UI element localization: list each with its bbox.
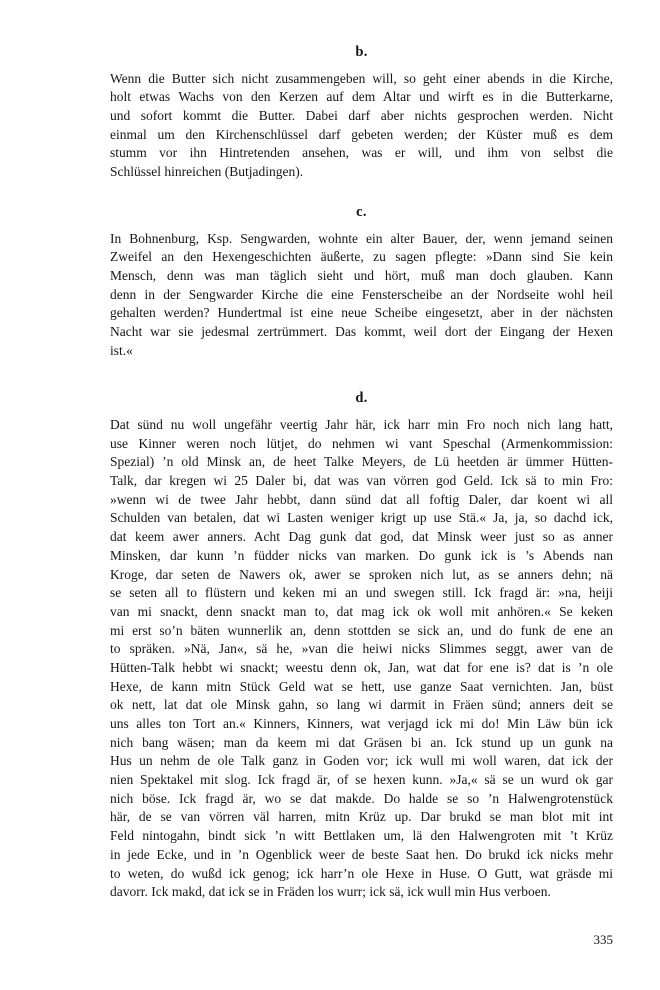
text-line: här, de se van vörren väl harren, mitn Krüz up. Dar brukd se man blot mit int — [110, 809, 613, 825]
text-line: davorr. Ick makd, dat ick se in Fräden los wurr; ick sä, ick wull min Hus verboen. — [110, 884, 551, 900]
text-line: Feld nintogahn, bindt sick ’n witt Bettlaken um, lä den Halwengroten mit ’t Krüz — [110, 828, 613, 844]
section-heading: b. — [355, 44, 368, 60]
text-line: Minsken, dar kunn ’n füdder nicks van marken. Do gunk ick is ’s Abends nan — [110, 547, 613, 563]
text-line: Schlüssel hinreichen (Butjadingen). — [110, 164, 304, 180]
text-line: und sofort kommt die Butter. Dabei darf aber nichts gesprochen werden. Nicht — [110, 108, 613, 124]
paragraph — [110, 230, 613, 361]
text-line: nich bang wäsen; man da keem mi dat Gräsen bi an. Ick stund up un gunk na — [110, 734, 613, 750]
text-line: use Kinner weren noch lütjet, do nehmen wi vant Speschal (Armenkommission: — [110, 435, 613, 451]
text-line: ist.« — [110, 342, 133, 358]
text-line: stumm vor ihn Hintretenden ansehen, was er will, und ihm von selbst die — [110, 145, 613, 161]
paragraph — [110, 70, 613, 182]
text-line: nich böse. Ick fragd är, wo se dat makde. Do halde se so ’n Halwengrotenstück — [110, 790, 613, 806]
text-line: mi erst so’n bäten wunnerlik an, denn stottden se sick an, und do funk de ene an — [110, 622, 613, 638]
text-line: Mensch, denn was man täglich sieht und hört, muß man doch glauben. Kann — [110, 267, 613, 283]
paragraph — [110, 416, 613, 902]
text-line: denn in der Sengwarder Kirche die eine Fensterscheibe an der Nordseite wohl heil — [110, 286, 613, 302]
text-line: ok nett, lat dat ole Minsk gahn, so lang wi darmit in Fräen sünd; anners deit se — [110, 697, 613, 713]
section-b — [110, 43, 613, 182]
text-line: Hus un nehm de ole Talk ganz in Goden vor; ick wull mi woll waren, dat ick der — [110, 753, 613, 769]
text-line: holt etwas Wachs von den Kerzen auf dem Altar und wirft es in die Butterkarne, — [110, 89, 613, 105]
text-line: to spräken. »Nä, Jan«, sä he, »van die heiwi nicks Slimmes seggt, awer van de — [110, 641, 613, 657]
page-number: 335 — [593, 932, 613, 947]
text-line: Kroge, dar seten de Nawers ok, awer se sproken nich lut, as se anners dehn; nä — [110, 566, 613, 582]
section-heading: d. — [355, 390, 368, 407]
text-line: Nacht war sie jedesmal zertrümmert. Das kommt, weil dort der Eingang der Hexen — [110, 323, 613, 339]
text-line: to weten, do wußd ick genog; ick harr’n ole Hexe in Huse. O Gutt, wat gräsde mi — [110, 865, 613, 881]
text-line: Wenn die Butter sich nicht zusammengeben will, so geht einer abends in die Kirche, — [110, 70, 613, 86]
text-line: dat keem awer anners. Acht Dag gunk dat god, dat Minsk weer just so as anner — [110, 529, 613, 545]
text-line: se seten all to flüstern und keken mi an und swegen still. Ick fragd är: »na, heiji — [110, 585, 613, 601]
text-line: Dat sünd nu woll ungefähr veertig Jahr här, ick harr min Fro noch nich lang hatt, — [110, 417, 613, 433]
text-line: einmal um den Kirchenschlüssel darf gebeten werden; der Küster muß es dem — [110, 126, 613, 142]
text-line: nien Spektakel mit slog. Ick fragd är, of se hexen kunn. »Ja,« sä se un wurd ok gar — [110, 772, 613, 788]
text-line: Zweifel an den Hexengeschichten äußerte, zu sagen pflegte: »Dann sind Sie kein — [110, 249, 613, 265]
section-c — [110, 203, 613, 361]
text-line: »wenn wi de twee Jahr hebbt, dann sünd dat all foftig Daler, dar koent wi all — [110, 491, 613, 507]
text-line: in jede Ecke, und in ’n Ogenblick weer de beste Saat hen. Do brukd ick nicks mehr — [110, 846, 613, 862]
text-line: Hexe, de kann mitn Stück Geld wat se hett, use ganze Saat vernichten. Jan, büst — [110, 678, 613, 694]
text-line: In Bohnenburg, Ksp. Sengwarden, wohnte ein alter Bauer, der, wenn jemand seinen — [110, 230, 613, 246]
text-line: gehalten werden? Hundertmal ist eine neue Scheibe eingesetzt, aber in der nächsten — [110, 305, 613, 321]
text-line: Schulden van betalen, dat wi Lasten weniger krigt up use Stä.« Ja, ja, so dachd ick, — [110, 510, 613, 526]
section-heading: c. — [356, 203, 367, 220]
section-d — [110, 389, 613, 902]
text-line: uns alles ton Tort an.« Kinners, Kinners, wat verjagd ick mi do! Min Läw bün ick — [110, 716, 613, 732]
text-line: van mi snackt, denn snackt man to, dat mag ick ok woll mit anhören.« Se keken — [110, 603, 613, 619]
text-line: Hütten-Talk hebbt wi snackt; weestu denn ok, Jan, wat dat for ene is? dat is ’n ole — [110, 659, 613, 675]
text-line: Talk, dar kregen wi 25 Daler bi, dat was van vörren god Geld. Ick sä to min Fro: — [110, 473, 613, 489]
text-line: Spezial) ’n old Minsk an, de heet Talke Meyers, de Lü heetden är ümmer Hütten- — [110, 454, 613, 470]
text-column — [110, 0, 613, 902]
